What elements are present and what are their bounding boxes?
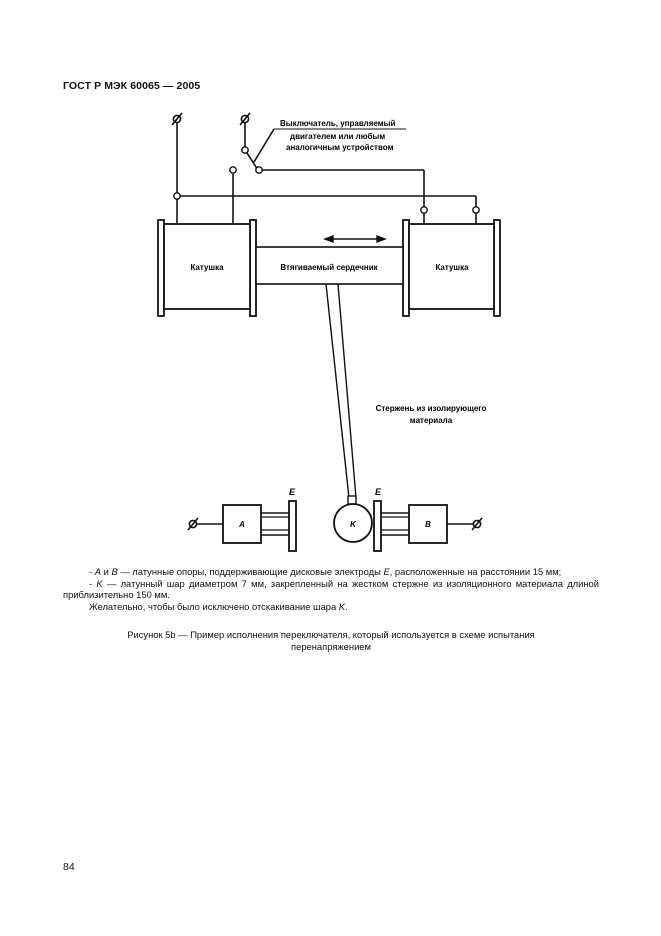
double-arrow-icon xyxy=(325,236,385,242)
insulating-rod xyxy=(326,284,356,498)
coil-right-label: Катушка xyxy=(435,263,469,272)
terminal-icon xyxy=(472,518,482,530)
switch-pointer xyxy=(254,129,274,162)
caption-line-1: Рисунок 5b — Пример исполнения переключателя, который используется в схеме испытания xyxy=(127,629,535,640)
electrode-right-label: E xyxy=(374,487,382,497)
switch-label-3: аналогичным устройством xyxy=(286,143,394,152)
support-a-label: A xyxy=(239,520,245,529)
notes xyxy=(63,566,599,612)
note-line-1: - A и B — латунные опоры, поддерживающие дисковые электроды E, расположенные на расстоянии 15 мм; xyxy=(89,566,562,577)
page-number: 84 xyxy=(63,861,75,873)
caption-line-2: перенапряжением xyxy=(291,640,371,652)
support-a xyxy=(223,501,296,551)
coil-left-label: Катушка xyxy=(190,263,224,272)
switch-label-1: Выключатель, управляемый xyxy=(280,119,396,128)
rod-tip xyxy=(348,496,356,504)
note-line-3: Желательно, чтобы было исключено отскакивание шара K. xyxy=(89,600,348,612)
electrode-left-label: E xyxy=(288,487,296,497)
terminal-icon xyxy=(188,518,198,530)
rod-label-2: материала xyxy=(409,416,453,425)
junction-icon xyxy=(174,147,479,213)
figure-caption xyxy=(63,629,599,652)
ball-label: K xyxy=(350,520,356,529)
switch-label-2: двигателем или любым xyxy=(290,132,386,141)
page-header: ГОСТ Р МЭК 60065 — 2005 xyxy=(63,80,201,92)
note-line-2: - K — латунный шар диаметром 7 мм, закрепленный на жестком стержне из изоляционного материала длиной приблизительно 150 мм. xyxy=(63,577,600,601)
core-label: Втягиваемый сердечник xyxy=(280,263,378,272)
rod-label-1: Стержень из изолирующего xyxy=(375,404,487,413)
support-b-label: B xyxy=(425,520,431,529)
support-b xyxy=(374,501,447,551)
terminal-icon xyxy=(172,113,250,125)
